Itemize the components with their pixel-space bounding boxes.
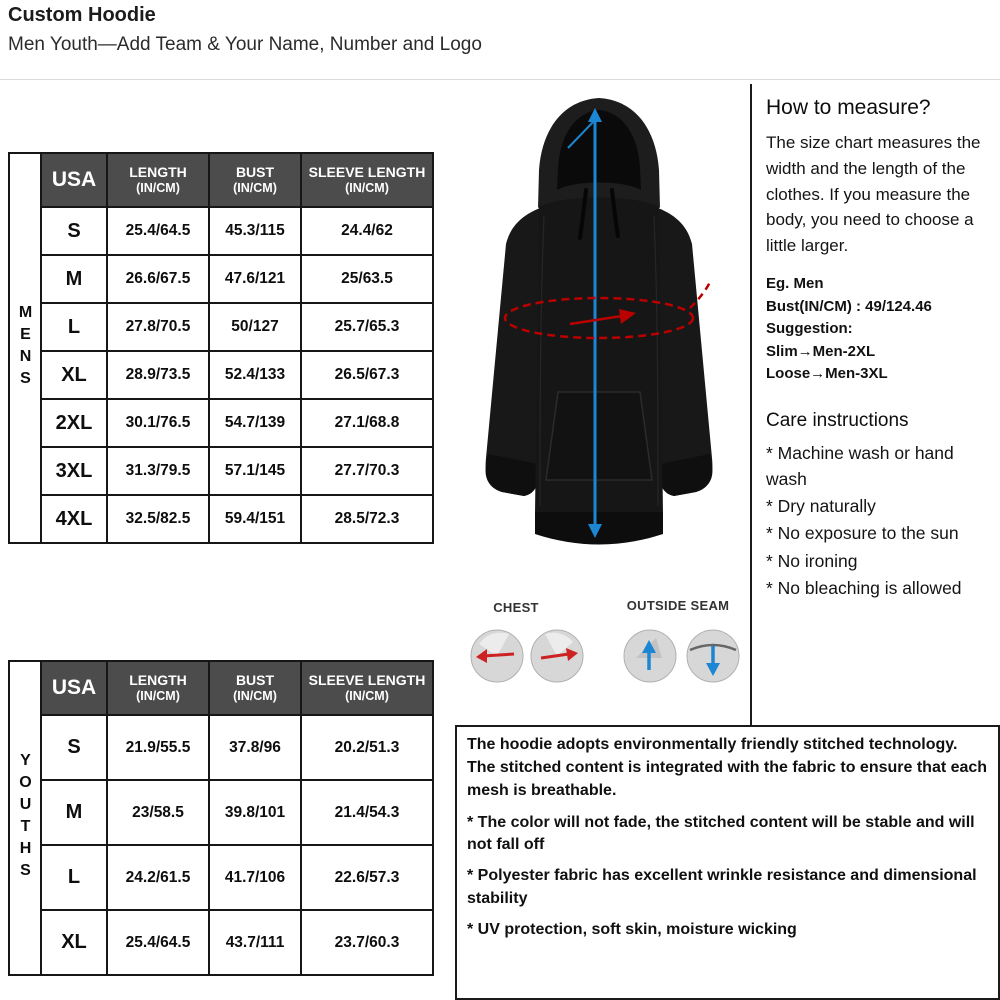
size-label: XL — [42, 352, 106, 398]
mens-table-corner: USA — [42, 154, 106, 206]
fabric-bullet: * The color will not fade, the stitched content will be stable and will not fall off — [467, 813, 975, 853]
length-value: 21.9/55.5 — [108, 716, 208, 779]
column-unit: (IN/CM) — [136, 688, 180, 703]
youths-table-corner: USA — [42, 662, 106, 714]
length-value: 32.5/82.5 — [108, 496, 208, 542]
size-label: XL — [42, 911, 106, 974]
youths-column-header-bust — [210, 662, 300, 714]
sleeve-value: 22.6/57.3 — [302, 846, 432, 909]
length-value: 31.3/79.5 — [108, 448, 208, 494]
bust-value: 59.4/151 — [210, 496, 300, 542]
mens-column-header-length — [108, 154, 208, 206]
how-to-measure-body: The size chart measures the width and the length of the clothes. If you measure the body, you need to choose a little larger. — [766, 133, 981, 256]
fabric-intro-text: The hoodie adopts environmentally friendly stitched technology. The stitched content is integrated with the fabric to ensure that each mesh is breathable. — [467, 736, 988, 800]
size-label: 2XL — [42, 400, 106, 446]
fabric-fold-arrow-icon — [622, 628, 678, 684]
hoodie-illustration — [452, 86, 747, 591]
example-line: Bust(IN/CM) : 49/124.46 — [766, 297, 932, 315]
size-label: S — [42, 208, 106, 254]
example-line: Eg. Men — [766, 275, 824, 293]
column-unit: (IN/CM) — [345, 688, 389, 703]
page-title: Custom Hoodie — [8, 4, 156, 26]
column-name: LENGTH — [129, 672, 187, 689]
bust-value: 45.3/115 — [210, 208, 300, 254]
bust-value: 41.7/106 — [210, 846, 300, 909]
size-label: 3XL — [42, 448, 106, 494]
column-unit: (IN/CM) — [233, 180, 277, 195]
how-to-measure-panel — [750, 84, 1000, 725]
column-name: BUST — [235, 672, 275, 689]
chest-label: CHEST — [493, 600, 539, 615]
column-unit: (IN/CM) — [345, 180, 389, 195]
care-instructions-list — [766, 440, 994, 602]
sleeve-value: 21.4/54.3 — [302, 781, 432, 844]
care-item: * No exposure to the sun — [766, 523, 959, 544]
size-label: L — [42, 304, 106, 350]
sleeve-value: 26.5/67.3 — [302, 352, 432, 398]
bust-value: 54.7/139 — [210, 400, 300, 446]
column-name: SLEEVE LENGTH — [308, 164, 426, 181]
column-name: BUST — [235, 164, 275, 181]
fabric-bullet: * Polyester fabric has excellent wrinkle resistance and dimensional stability — [467, 867, 977, 907]
length-value: 30.1/76.5 — [108, 400, 208, 446]
sleeve-value: 20.2/51.3 — [302, 716, 432, 779]
bust-value: 47.6/121 — [210, 256, 300, 302]
fabric-width-arrow-icon — [469, 628, 525, 684]
mens-column-header-sleeve — [302, 154, 432, 206]
length-value: 25.4/64.5 — [108, 208, 208, 254]
mens-size-table — [8, 152, 434, 544]
hoodie-body-group — [486, 98, 713, 545]
care-item: * No ironing — [766, 550, 858, 571]
bust-value: 57.1/145 — [210, 448, 300, 494]
mens-column-header-bust — [210, 154, 300, 206]
column-name: LENGTH — [129, 164, 187, 181]
bust-value: 52.4/133 — [210, 352, 300, 398]
care-instructions-heading: Care instructions — [766, 409, 909, 431]
column-unit: (IN/CM) — [136, 180, 180, 195]
size-suggestion-block — [766, 273, 994, 386]
bust-value: 50/127 — [210, 304, 300, 350]
bust-value: 43.7/111 — [210, 911, 300, 974]
length-value: 24.2/61.5 — [108, 846, 208, 909]
mens-group-label: MENS — [10, 154, 40, 542]
sleeve-value: 23.7/60.3 — [302, 911, 432, 974]
sleeve-value: 24.4/62 — [302, 208, 432, 254]
length-value: 27.8/70.5 — [108, 304, 208, 350]
youths-column-header-sleeve — [302, 662, 432, 714]
example-line: Loose→Men-3XL — [766, 365, 888, 383]
youths-group-label: YOUTHS — [10, 662, 40, 974]
size-label: M — [42, 781, 106, 844]
youths-size-table — [8, 660, 434, 976]
size-label: 4XL — [42, 496, 106, 542]
sleeve-value: 25/63.5 — [302, 256, 432, 302]
how-to-measure-heading: How to measure? — [766, 96, 931, 119]
page-subtitle: Men Youth—Add Team & Your Name, Number and Logo — [8, 34, 482, 55]
length-value: 23/58.5 — [108, 781, 208, 844]
sleeve-value: 25.7/65.3 — [302, 304, 432, 350]
fabric-description-panel — [455, 725, 1000, 1000]
care-item: * No bleaching is allowed — [766, 577, 962, 598]
example-line: Suggestion: — [766, 320, 853, 338]
size-label: S — [42, 716, 106, 779]
length-value: 25.4/64.5 — [108, 911, 208, 974]
length-value: 26.6/67.5 — [108, 256, 208, 302]
fabric-drape-arrow-icon — [685, 628, 741, 684]
sleeve-value: 27.7/70.3 — [302, 448, 432, 494]
length-value: 28.9/73.5 — [108, 352, 208, 398]
sleeve-value: 27.1/68.8 — [302, 400, 432, 446]
column-name: SLEEVE LENGTH — [308, 672, 426, 689]
header-divider — [0, 79, 1000, 80]
size-label: L — [42, 846, 106, 909]
outside-seam-label: OUTSIDE SEAM — [626, 598, 730, 613]
bust-value: 37.8/96 — [210, 716, 300, 779]
care-item: * Machine wash or hand wash — [766, 442, 954, 489]
size-label: M — [42, 256, 106, 302]
hoodie-image — [452, 86, 747, 591]
care-item: * Dry naturally — [766, 496, 876, 517]
fabric-bullet: * UV protection, soft skin, moisture wicking — [467, 921, 797, 939]
fabric-stretch-arrow-icon — [529, 628, 585, 684]
bust-value: 39.8/101 — [210, 781, 300, 844]
sleeve-value: 28.5/72.3 — [302, 496, 432, 542]
column-unit: (IN/CM) — [233, 688, 277, 703]
example-line: Slim→Men-2XL — [766, 342, 876, 360]
youths-column-header-length — [108, 662, 208, 714]
